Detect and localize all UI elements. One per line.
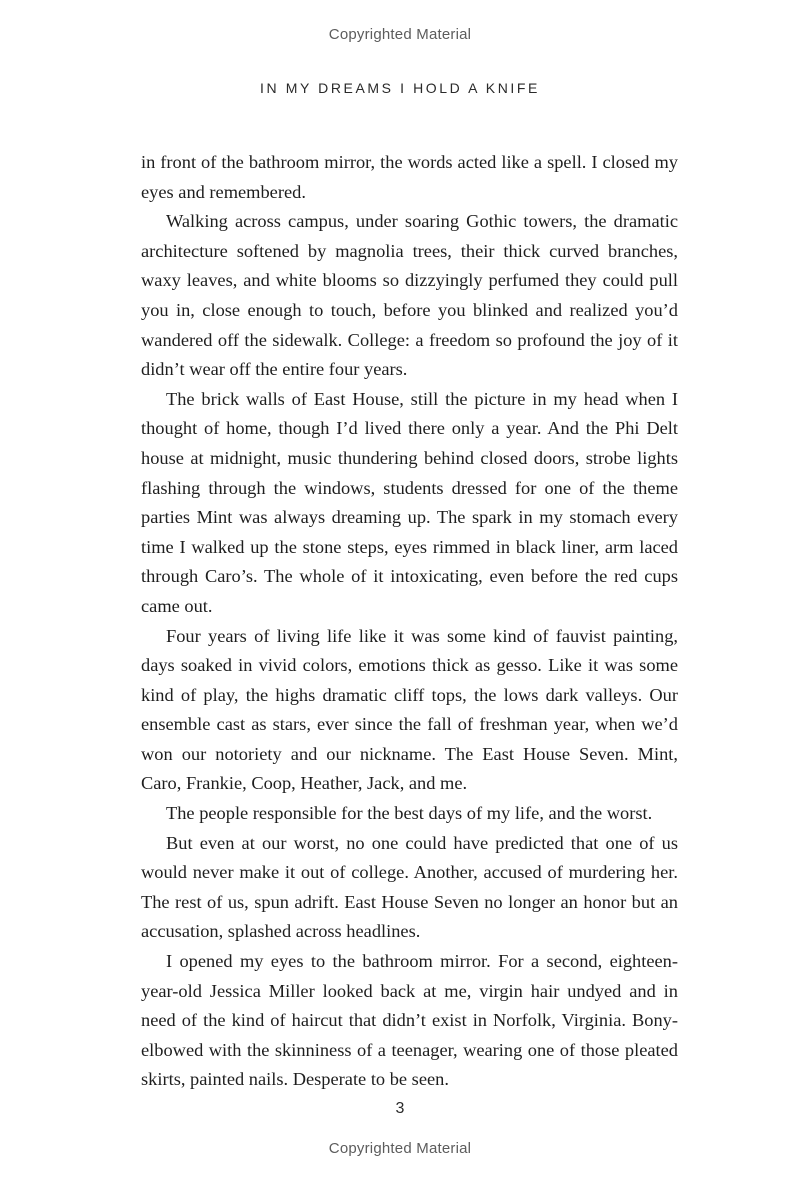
copyright-watermark-top: Copyrighted Material	[328, 26, 472, 43]
page-number: 3	[395, 1100, 405, 1117]
paragraph: in front of the bathroom mirror, the words acted like a spell. I closed my eyes and remembered.	[141, 152, 678, 202]
paragraph: But even at our worst, no one could have predicted that one of us would never make it out of college. Another, accused of murdering her. The rest of us, spun adrift. East House Seven no longer an honor but an accusation, splashed across headlines.	[141, 832, 678, 942]
paragraph: The brick walls of East House, still the picture in my head when I thought of home, though I’d lived there only a year. And the Phi Delt house at midnight, music thundering behind closed doors, strobe lights flashing through the windows, students dressed for one of the theme parties Mint was always dreaming up. The spark in my stomach every time I walked up the stone steps, eyes rimmed in black liner, arm laced through Caro’s. The whole of it intoxicating, even before the red cups came out.	[141, 388, 678, 616]
paragraph: Walking across campus, under soaring Gothic towers, the dramatic architecture softened by magnolia trees, their thick curved branches, waxy leaves, and white blooms so dizzyingly perfumed they could pull you in, close enough to touch, before you blinked and realized you’d wandered off the sidewalk. College: a freedom so profound the joy of it didn’t wear off the entire four years.	[141, 211, 678, 380]
paragraph: The people responsible for the best days of my life, and the worst.	[166, 803, 653, 824]
body-text	[141, 148, 678, 1095]
paragraph: I opened my eyes to the bathroom mirror. For a second, eighteen-year-old Jessica Miller looked back at me, virgin hair undyed and in need of the kind of haircut that didn’t exist in Norfolk, Virginia. Bony-elbowed with the skinniness of a teenager, wearing one of those pleated skirts, painted nails. Desperate to be seen.	[141, 951, 678, 1090]
running-head: IN MY DREAMS I HOLD A KNIFE	[260, 80, 540, 96]
copyright-watermark-bottom: Copyrighted Material	[328, 1140, 472, 1157]
paragraph: Four years of living life like it was some kind of fauvist painting, days soaked in vivid colors, emotions thick as gesso. Like it was some kind of play, the highs dramatic cliff tops, the lows dark valleys. Our ensemble cast as stars, ever since the fall of freshman year, when we’d won our notoriety and our nickname. The East House Seven. Mint, Caro, Frankie, Coop, Heather, Jack, and me.	[141, 625, 678, 794]
